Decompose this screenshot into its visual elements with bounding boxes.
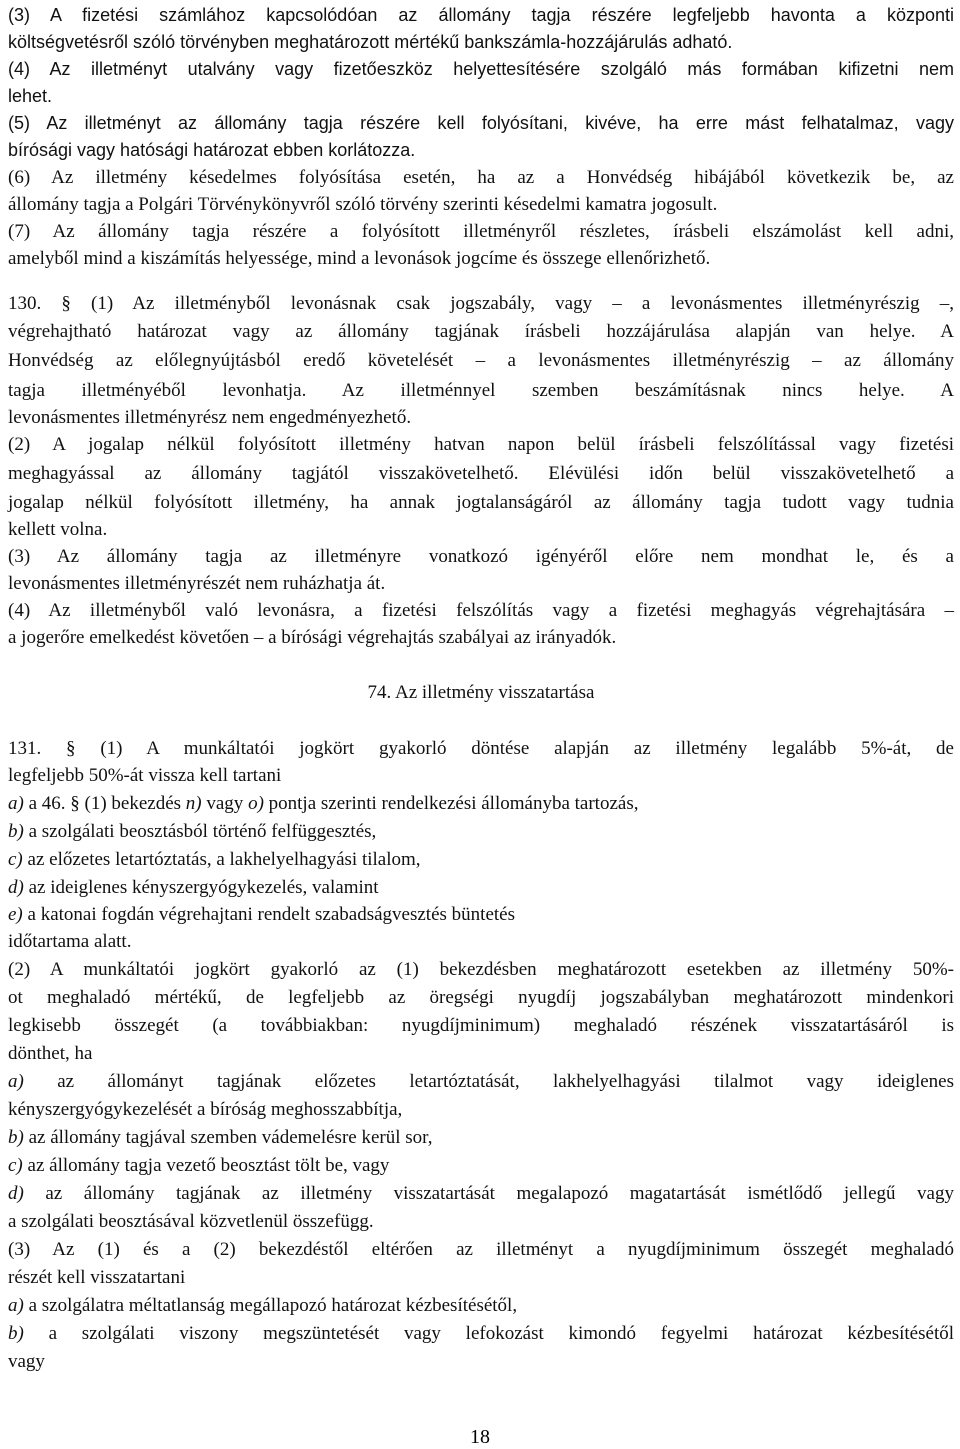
text-line: [8, 876, 954, 900]
line-text: az állományt tagjának előzetes letartóztatását, lakhelyelhagyási tilalmot vagy ideiglenes: [23, 1071, 954, 1092]
text-line: [8, 3, 954, 27]
line-text: vagy: [8, 1351, 45, 1372]
text-line: [8, 84, 954, 108]
text-line: [8, 462, 954, 486]
line-text: (2) A jogalap nélkül folyósított illetmény hatvan napon belül írásbeli felszólítással vagy fizetési: [8, 434, 954, 455]
line-text: 131. § (1) A munkáltatói jogkört gyakorló döntése alapján az illetmény legalább 5%-át, de: [8, 738, 954, 759]
text-line: [8, 958, 954, 982]
line-text: a szolgálati viszony megszüntetését vagy lefokozást kimondó fegyelmi határozat kézbesítésétől: [23, 1323, 954, 1344]
text-line: [8, 903, 954, 927]
item-letter: b): [8, 1323, 24, 1344]
page-number: 18: [470, 1426, 490, 1448]
line-text: a szolgálatra méltatlanság megállapozó határozat kézbesítésétől,: [23, 1295, 518, 1316]
text-line: [8, 1182, 954, 1206]
line-text: az állomány tagja vezető beosztást tölt be, vagy: [22, 1155, 390, 1176]
item-letter: n): [185, 793, 202, 814]
text-line: [8, 1294, 954, 1318]
line-text: az állomány tagjának az illetmény visszatartását megalapozó magatartását ismétlődő jellegű vagy: [23, 1183, 954, 1204]
line-text: időtartama alatt.: [8, 931, 132, 952]
item-letter: b): [8, 821, 24, 842]
text-line: [8, 1070, 954, 1094]
text-line: [8, 1238, 954, 1262]
line-text: ot meghaladó mértékű, de legfeljebb az öregségi nyugdíj jogszabályban meghatározott mindenkori: [8, 987, 954, 1008]
text-line: [8, 518, 954, 542]
line-text: (3) Az (1) és a (2) bekezdéstől eltérően az illetményt a nyugdíjminimum összegét meghaladó: [8, 1239, 954, 1260]
text-line: [8, 491, 954, 515]
text-line: [8, 1154, 954, 1178]
text-line: [8, 166, 954, 190]
line-text: (4) Az illetményből való levonásra, a fizetési felszólítás vagy a fizetési meghagyás végrehajtására –: [8, 600, 954, 621]
item-letter: a): [8, 1071, 24, 1092]
line-text: pontja szerinti rendelkezési állományba tartozás,: [263, 793, 639, 814]
text-line: [8, 1350, 954, 1374]
text-line: [8, 764, 954, 788]
line-text: az ideiglenes kényszergyógykezelés, valamint: [23, 877, 379, 898]
line-text: vagy: [201, 793, 249, 814]
line-text: tagja illetményéből levonhatja. Az illetménnyel szemben beszámításnak nincs helye. A: [8, 380, 954, 401]
line-text: részét kell visszatartani: [8, 1267, 186, 1288]
line-text: levonásmentes illetményrész nem engedményezhető.: [8, 407, 412, 428]
text-line: [8, 572, 954, 596]
line-text: meghagyással az állomány tagjától visszakövetelhető. Elévülési időn belül visszakövetelhető a: [8, 463, 954, 484]
text-line: [8, 292, 954, 316]
line-text: dönthet, ha: [8, 1043, 93, 1064]
line-text: a szolgálati beosztásával közvetlenül összefügg.: [8, 1211, 374, 1232]
text-line: [8, 1014, 954, 1038]
text-line: [8, 193, 954, 217]
line-text: lehet.: [8, 86, 53, 106]
text-line: [8, 792, 954, 816]
text-line: [8, 737, 954, 761]
text-line: [8, 986, 954, 1010]
text-line: [8, 138, 954, 162]
text-line: [8, 599, 954, 623]
text-line: [8, 848, 954, 872]
item-letter: a): [8, 1295, 24, 1316]
text-line: [8, 247, 954, 271]
item-letter: c): [8, 1155, 23, 1176]
line-text: jogalap nélkül folyósított illetmény, ha annak jogtalanságáról az állomány tagja tudott vagy tudnia: [8, 492, 954, 513]
text-line: [8, 626, 954, 650]
line-text: költségvetésről szóló törvényben meghatározott mértékű bankszámla-hozzájárulás adható.: [8, 32, 733, 52]
item-letter: a): [8, 793, 24, 814]
line-text: (5) Az illetményt az állomány tagja részére kell folyósítani, kivéve, ha erre mást felhatalmaz, vagy: [8, 113, 954, 133]
text-line: [8, 220, 954, 244]
text-line: [8, 57, 954, 81]
line-text: bírósági vagy hatósági határozat ebben korlátozza.: [8, 140, 416, 160]
line-text: a katonai fogdán végrehajtani rendelt szabadságvesztés büntetés: [22, 904, 515, 925]
section-heading: [8, 681, 954, 705]
line-text: kellett volna.: [8, 519, 108, 540]
text-line: [8, 30, 954, 54]
line-text: (7) Az állomány tagja részére a folyósított illetményről részletes, írásbeli elszámolást kell adni,: [8, 221, 954, 242]
line-text: Honvédség az előlegnyújtásból eredő követelését – a levonásmentes illetményrészig – az állomány: [8, 350, 954, 371]
text-line: [8, 1210, 954, 1234]
line-text: a jogerőre emelkedést követően – a bírósági végrehajtás szabályai az irányadók.: [8, 627, 617, 648]
text-line: [8, 1126, 954, 1150]
item-letter: e): [8, 904, 23, 925]
text-line: [8, 820, 954, 844]
line-text: 130. § (1) Az illetményből levonásnak csak jogszabály, vagy – a levonásmentes illetményrészig –,: [8, 293, 954, 314]
line-text: (6) Az illetmény késedelmes folyósítása esetén, ha az a Honvédség hibájából következik be, az: [8, 167, 954, 188]
text-line: [8, 1042, 954, 1066]
item-letter: o): [248, 793, 264, 814]
text-line: [8, 1266, 954, 1290]
line-text: legfeljebb 50%-át vissza kell tartani: [8, 765, 282, 786]
line-text: 74. Az illetmény visszatartása: [367, 682, 595, 703]
text-line: [8, 406, 954, 430]
line-text: (2) A munkáltatói jogkört gyakorló az (1) bekezdésben meghatározott esetekben az illetmény 50%-: [8, 959, 954, 980]
item-letter: b): [8, 1127, 24, 1148]
line-text: az állomány tagjával szemben vádemelésre kerül sor,: [23, 1127, 433, 1148]
text-line: [8, 930, 954, 954]
text-line: [8, 111, 954, 135]
text-line: [8, 320, 954, 344]
line-text: a 46. § (1) bekezdés: [23, 793, 186, 814]
line-text: (4) Az illetményt utalvány vagy fizetőeszköz helyettesítésére szolgáló más formában kifizetni nem: [8, 59, 954, 79]
line-text: (3) A fizetési számlához kapcsolódóan az állomány tagja részére legfeljebb havonta a központi: [8, 5, 954, 25]
text-line: [8, 545, 954, 569]
line-text: állomány tagja a Polgári Törvénykönyvről szóló törvény szerinti késedelmi kamatra jogosult.: [8, 194, 718, 215]
item-letter: d): [8, 1183, 24, 1204]
text-line: [8, 433, 954, 457]
line-text: levonásmentes illetményrészét nem ruházhatja át.: [8, 573, 386, 594]
text-line: [8, 1322, 954, 1346]
line-text: legkisebb összegét (a továbbiakban: nyugdíjminimum) meghaladó részének visszatartásáról is: [8, 1015, 954, 1036]
item-letter: d): [8, 877, 24, 898]
item-letter: c): [8, 849, 23, 870]
text-line: [8, 1098, 954, 1122]
line-text: a szolgálati beosztásból történő felfüggesztés,: [23, 821, 377, 842]
line-text: az előzetes letartóztatás, a lakhelyelhagyási tilalom,: [22, 849, 421, 870]
text-line: [8, 379, 954, 403]
line-text: kényszergyógykezelését a bíróság meghosszabbítja,: [8, 1099, 403, 1120]
line-text: végrehajtható határozat vagy az állomány tagjának írásbeli hozzájárulása alapján van helye. A: [8, 321, 954, 342]
line-text: (3) Az állomány tagja az illetményre vonatkozó igényéről előre nem mondhat le, és a: [8, 546, 954, 567]
text-line: [8, 349, 954, 373]
line-text: amelyből mind a kiszámítás helyessége, mind a levonások jogcíme és összege ellenőrizhető.: [8, 248, 711, 269]
